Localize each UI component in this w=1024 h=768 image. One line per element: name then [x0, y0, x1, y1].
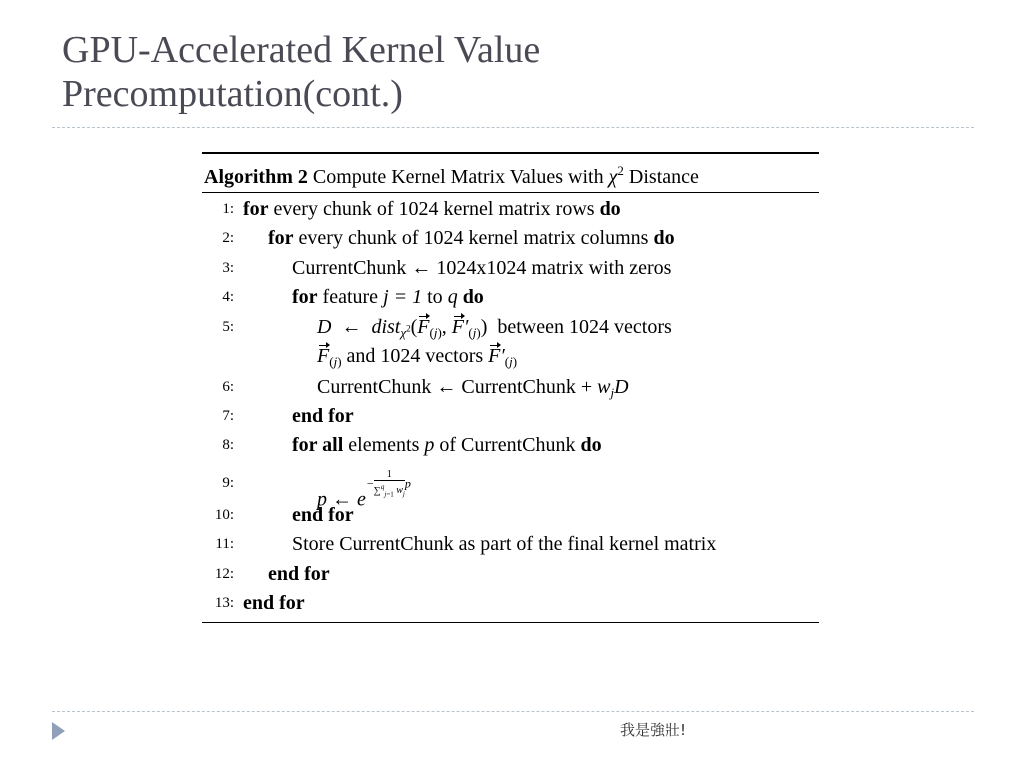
- math-expression: q: [447, 286, 458, 309]
- algorithm-caption-text: Compute Kernel Matrix Values with: [312, 166, 604, 188]
- title-line-1: GPU-Accelerated Kernel Value: [62, 29, 541, 71]
- algorithm-line: [202, 254, 819, 283]
- algorithm-line: [202, 461, 819, 511]
- chi-symbol: χ: [608, 166, 618, 188]
- line-content: [243, 195, 621, 224]
- line-text: feature: [322, 286, 379, 309]
- line-number: 2:: [222, 230, 234, 247]
- line-content: [292, 283, 484, 312]
- algorithm-line: [202, 501, 819, 530]
- keyword: for: [292, 286, 318, 309]
- math-expression: w: [597, 375, 611, 398]
- line-number: 8:: [222, 437, 234, 454]
- algorithm-body: [202, 193, 819, 622]
- line-text: every chunk of 1024 kernel matrix rows: [273, 198, 595, 220]
- keyword: for: [243, 198, 269, 220]
- chi-superscript: 2: [617, 163, 624, 178]
- algorithm-line: [202, 224, 819, 253]
- title-divider: [52, 127, 974, 128]
- line-number: 1:: [222, 201, 234, 217]
- line-number: 13:: [214, 594, 234, 611]
- line-content: [292, 431, 602, 460]
- distance-formula-continuation: $F_{(j)}$ and 1024 vectors $F'_{(j)}$: [317, 342, 517, 376]
- algorithm-line: [202, 560, 819, 589]
- line-text: Store CurrentChunk as part of the final kernel matrix: [292, 533, 717, 556]
- keyword: do: [462, 286, 484, 309]
- keyword: end for: [292, 404, 354, 427]
- algorithm-label: Algorithm 2: [204, 166, 308, 188]
- keyword: do: [599, 198, 621, 220]
- algorithm-box: [202, 152, 819, 623]
- line-number: 9:: [222, 474, 234, 491]
- algorithm-caption: [202, 154, 819, 193]
- distance-formula: D ← $dist_{\chi^2}(F_{(j)}$, $F'_{(j)}$) between 1024 vectors: [317, 313, 672, 347]
- line-text: to: [427, 286, 443, 309]
- algorithm-caption-tail: Distance: [628, 166, 699, 188]
- line-number: 12:: [214, 565, 234, 582]
- line-number: 10:: [214, 506, 234, 523]
- algorithm-line: [202, 313, 819, 373]
- keyword: end for: [292, 503, 354, 526]
- math-subscript: j: [610, 384, 615, 400]
- algorithm-line: [202, 530, 819, 559]
- keyword: end for: [268, 562, 330, 585]
- line-text: and 1024 vectors: [346, 344, 484, 367]
- line-text: elements: [348, 434, 420, 457]
- keyword: for all: [292, 434, 344, 457]
- slide-title: [62, 28, 962, 116]
- algorithm-line: [202, 402, 819, 431]
- keyword: end for: [243, 591, 305, 614]
- algorithm-line: [202, 589, 819, 618]
- line-number: 6:: [222, 378, 234, 395]
- line-content: [268, 224, 675, 253]
- line-number: 3:: [222, 259, 234, 276]
- line-text: CurrentChunk ← 1024x1024 matrix with zeros: [292, 256, 672, 279]
- algorithm-line: [202, 195, 819, 224]
- keyword: for: [268, 227, 294, 250]
- exponent-formula: p ← e− $\frac{1}{\sum^q_{j=1} w_j}$ p: [317, 468, 411, 511]
- algorithm-line: [202, 373, 819, 402]
- line-number: 11:: [215, 536, 234, 553]
- footer-divider: [52, 711, 974, 712]
- footer-text: 我是強壯!: [620, 721, 687, 739]
- math-expression: j = 1: [383, 286, 423, 309]
- title-line-2: Precomputation(cont.): [62, 73, 403, 115]
- keyword: do: [580, 434, 602, 457]
- line-number: 5:: [222, 318, 234, 335]
- math-expression: p: [424, 434, 435, 457]
- line-number: 4:: [222, 289, 234, 306]
- keyword: do: [653, 227, 675, 250]
- line-number: 7:: [222, 407, 234, 424]
- triangle-right-icon: [52, 722, 65, 740]
- algorithm-line: [202, 283, 819, 312]
- line-text: CurrentChunk ← CurrentChunk +: [317, 375, 593, 398]
- math-expression: D: [614, 375, 629, 398]
- line-text: of CurrentChunk: [439, 434, 576, 457]
- algorithm-line: [202, 431, 819, 460]
- line-text: every chunk of 1024 kernel matrix columns: [298, 227, 649, 250]
- line-text: between 1024 vectors: [497, 315, 672, 338]
